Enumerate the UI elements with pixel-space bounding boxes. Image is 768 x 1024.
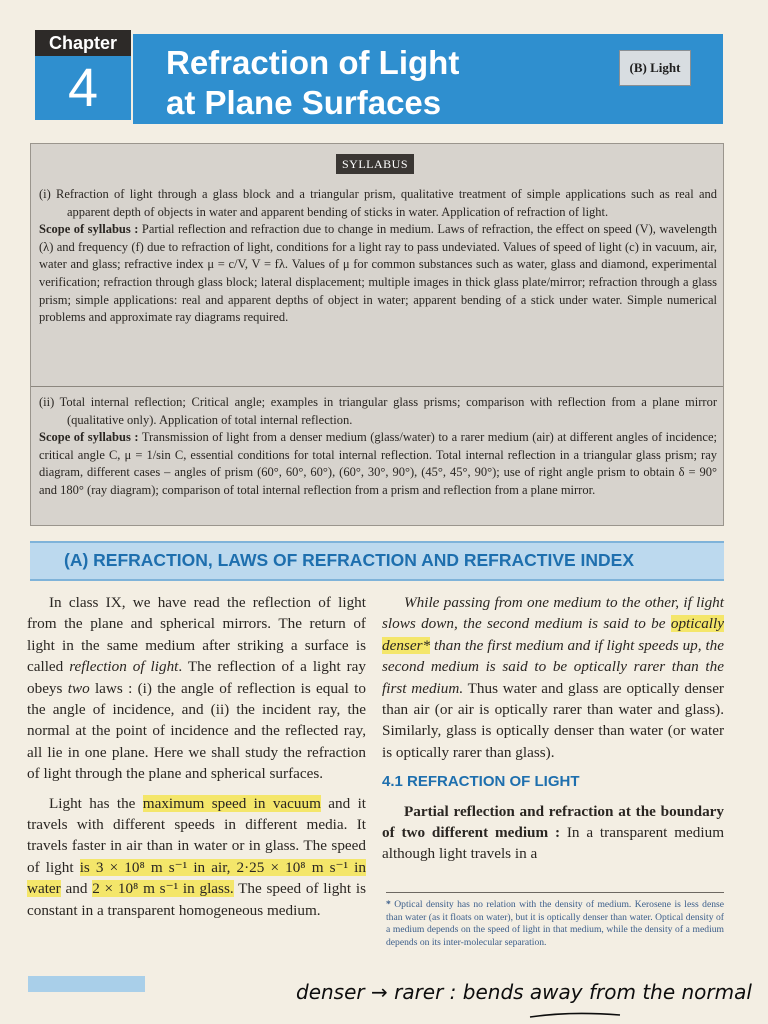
chapter-number: 4 [35,56,131,120]
text-run: Light has the [49,794,143,812]
scope-label: Scope of syllabus : [39,430,139,445]
chapter-title-line1: Refraction of Light [166,44,460,81]
highlighted-text: 2 × 10⁸ m s⁻¹ in glass. [92,880,234,898]
syllabus-part-i-scope [39,221,717,327]
highlighted-text: optically denser* [382,615,724,654]
section-title: (A) REFRACTION, LAWS OF REFRACTION AND REFRACTIVE INDEX [64,550,635,570]
handwritten-underline [530,1013,620,1017]
text-run-italic: While passing from one medium to the other, if light slows down, the second medium is said to be [382,594,724,633]
page-edge-tab [28,976,145,992]
text-run: and [60,880,93,898]
syllabus-divider [31,386,723,387]
text-run: . The reflection of a light ray obeys [27,658,366,697]
syllabus-box [30,143,724,526]
highlighted-text: is 3 × 10⁸ m s⁻¹ in air, 2·25 × 10⁸ m s⁻¹ in water [27,858,366,898]
syllabus-part-i-text: (i) Refraction of light through a glass block and a triangular prism, qualitative treatment of simple applications such as real and apparent depth of objects in water and apparent bending of sticks in water. Application of refraction of light. [39,187,717,219]
highlighted-text: maximum speed in vacuum [142,794,321,812]
subsection-heading: 4.1 REFRACTION OF LIGHT [382,773,580,791]
text-run: Thus water and glass are optically denser than air (or air is optically rarer than water and glass). Similarly, glass is optically denser than water (or water is optically rarer than glass). [382,679,724,761]
text-run: In class IX, we have read the reflection of light from the plane and spherical mirrors. The return of light in the same medium after striking a surface is called [27,594,366,676]
scope-text: Transmission of light from a denser medium (glass/water) to a rarer medium (air) at different angles of incidence; critical angle C, μ = 1/sin C, essential conditions for total internal reflection. Total internal reflection in a triangular glass prism; ray diagram, different cases – angles of prism (60°, 60°, 60°), (60°, 30°, 90°), (45°, 45°, 90°); use of right angle prism to obtain δ = 90° and 180° (ray diagram); comparison of total internal reflection from a prism and reflection from a plane mirror. [39,430,717,497]
footnote-marker: * [386,899,391,910]
scope-text: Partial reflection and refraction due to change in medium. Laws of refraction, the effect on speed (V), wavelength (λ) and frequency (f) due to refraction of light, conditions for a light ray to pass undeviated. Values of speed of light (c) in vacuum, air, water and glass; refractive index μ = c/V, V = fλ. Values of μ for common substances such as water, glass and diamond, experimental verification; refraction through glass block; lateral displacement; multiple images in thick glass plate/mirror; refraction through a glass prism; simple applications: real and apparent depths of object in water; apparent bending of a stick under water. Simple numerical problems and approximate ray diagrams required. [39,222,718,325]
paragraph-speed-of-light [27,793,366,921]
footnote [386,892,724,949]
syllabus-heading: SYLLABUS [336,154,414,174]
syllabus-part-ii-text: (ii) Total internal reflection; Critical angle; examples in triangular glass prisms; comparison with reflection from a plane mirror (qualitative only). Application of total internal reflection. [39,395,717,427]
text-run: laws : (i) the angle of reflection is equal to the angle of incidence, and (ii) the incident ray, the normal at the point of incidence and the reflected ray, all lie in one plane. Here we shall study the refraction of light through the plane and spherical surfaces. [27,679,366,783]
text-run: and it travels with different speeds in different media. It travels faster in air than in water or in glass. The speed of light [27,794,367,876]
chapter-title-line2: at Plane Surfaces [166,84,442,121]
section-heading-band [30,541,724,581]
chapter-label: Chapter [35,30,131,56]
syllabus-part-ii [39,394,717,500]
right-column [382,592,724,873]
text-run: The speed of light is constant in a transparent homogeneous medium. [27,880,367,919]
scope-label: Scope of syllabus : [39,222,139,237]
paragraph-reflection [27,592,366,785]
handwritten-note: denser → rarer : bends away from the normal [296,980,752,1004]
title-band [133,34,723,124]
text-run-bold: Partial reflection and refraction at the boundary of two different medium : [382,802,724,842]
left-column [27,592,366,929]
syllabus-part-ii-scope [39,429,717,499]
syllabus-part-i [39,186,717,327]
paragraph-optical-density [382,592,724,763]
text-run-italic: two [67,679,90,697]
paragraph-partial-reflection [382,801,724,865]
part-tag: (B) Light [619,50,691,86]
handwritten-annotation [290,965,768,1024]
text-run: In a transparent medium although light travels in a [382,824,725,863]
text-run-italic: reflection of light [69,658,179,676]
text-run-italic: than the first medium and if light speeds up, the second medium is said to be optically rarer than the first medium. [382,636,724,697]
footnote-text: Optical density has no relation with the density of medium. Kerosene is less dense than water (as it floats on water), but it is optically denser than water. Optical density of a medium depends on the speed of light in that medium, while the density of a medium depends on its inter-molecular separation. [386,899,724,948]
